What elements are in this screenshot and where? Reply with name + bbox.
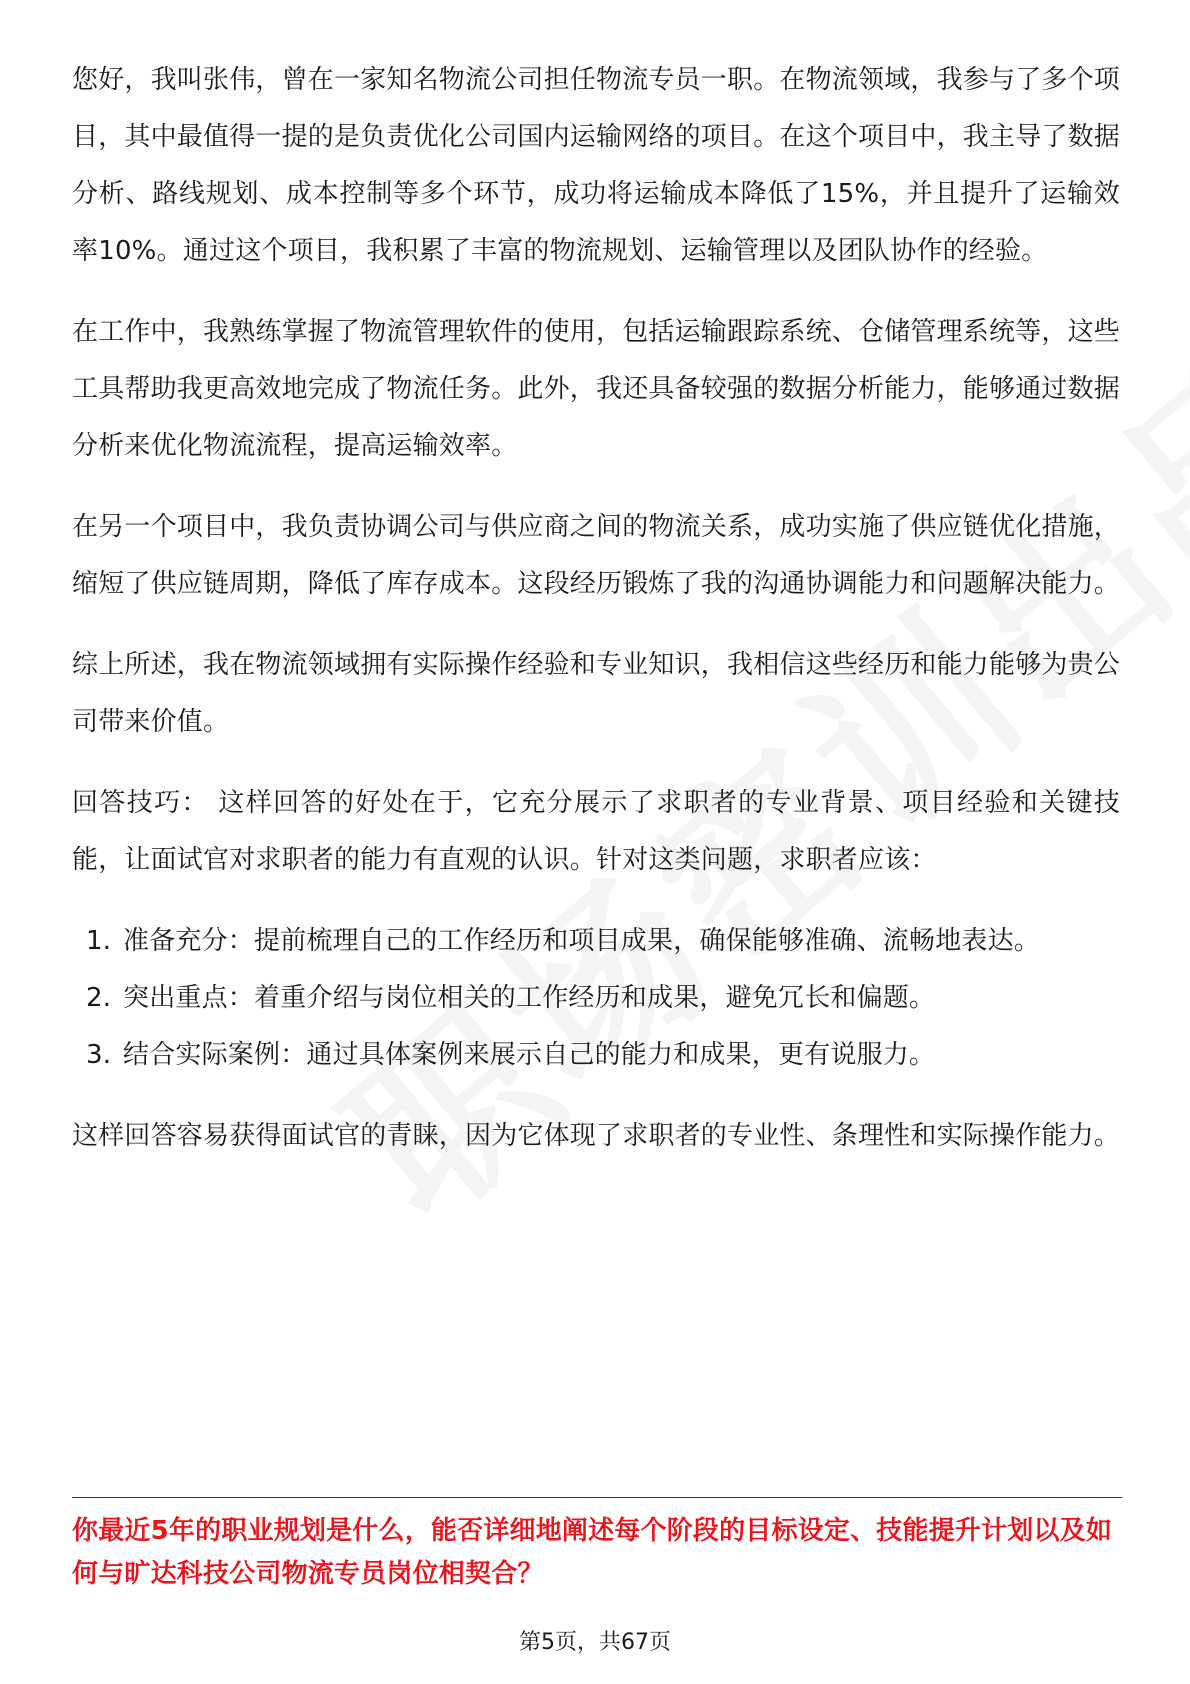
list-item-text: 突出重点：着重介绍与岗位相关的工作经历和成果，避免冗长和偏题。	[123, 983, 936, 1013]
list-item	[72, 1027, 1120, 1084]
next-question-heading: 你最近5年的职业规划是什么，能否详细地阐述每个阶段的目标设定、技能提升计划以及如何与旷达科技公司物流专员岗位相契合？	[72, 1516, 1113, 1589]
paragraph-closing: 这样回答容易获得面试官的青睐，因为它体现了求职者的专业性、条理性和实际操作能力。	[72, 1121, 1121, 1151]
section-divider	[72, 1497, 1122, 1498]
list-item-number: 3.	[86, 1040, 112, 1070]
list-item-number: 1.	[86, 926, 112, 956]
page-footer: 第5页，共67页	[519, 1630, 671, 1655]
paragraph-summary: 综上所述，我在物流领域拥有实际操作经验和专业知识，我相信这些经历和能力能够为贵公司带来价值。	[72, 650, 1121, 737]
list-item-text: 准备充分：提前梳理自己的工作经历和项目成果，确保能够准确、流畅地表达。	[123, 926, 1041, 956]
paragraph-intro: 您好，我叫张伟，曾在一家知名物流公司担任物流专员一职。在物流领域，我参与了多个项目，其中最值得一提的是负责优化公司国内运输网络的项目。在这个项目中，我主导了数据分析、路线规划、成本控制等多个环节，成功将运输成本降低了15%，并且提升了运输效率10%。通过这个项目，我积累了丰富的物流规划、运输管理以及团队协作的经验。	[72, 65, 1121, 266]
paragraph-tips-intro: 回答技巧： 这样回答的好处在于，它充分展示了求职者的专业背景、项目经验和关键技能，让面试官对求职者的能力有直观的认识。针对这类问题，求职者应该：	[72, 788, 1120, 875]
list-item-text: 结合实际案例：通过具体案例来展示自己的能力和成果，更有说服力。	[123, 1040, 936, 1070]
list-item	[72, 913, 1120, 970]
list-item-number: 2.	[86, 983, 112, 1013]
document-body	[72, 52, 1120, 1189]
paragraph-project: 在另一个项目中，我负责协调公司与供应商之间的物流关系，成功实施了供应链优化措施，缩短了供应链周期，降低了库存成本。这段经历锻炼了我的沟通协调能力和问题解决能力。	[72, 512, 1121, 599]
paragraph-skills: 在工作中，我熟练掌握了物流管理软件的使用，包括运输跟踪系统、仓储管理系统等，这些工具帮助我更高效地完成了物流任务。此外，我还具备较强的数据分析能力，能够通过数据分析来优化物流流程，提高运输效率。	[72, 317, 1121, 461]
list-item	[72, 970, 1120, 1027]
tips-list	[72, 913, 1120, 1084]
